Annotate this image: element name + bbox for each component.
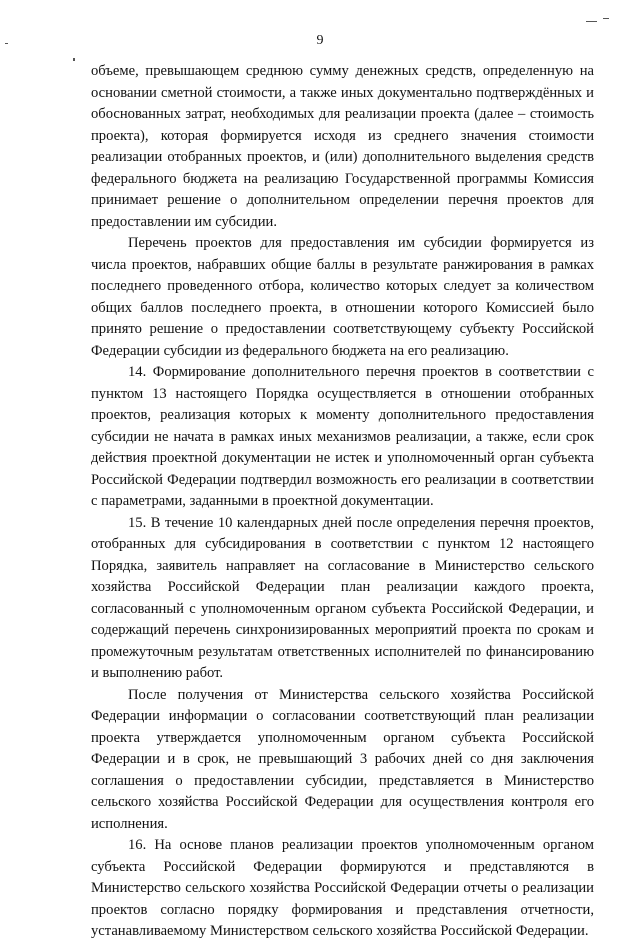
scan-mark-top-right-2 (603, 18, 609, 19)
page-number: 9 (316, 33, 324, 48)
document-body (91, 61, 594, 943)
paragraph-continuation: объеме, превышающем среднюю сумму денежных средств, определенную на основании сметной стоимости, а также иных документально подтверждённых и обоснованных затрат, необходимых для реализации проекта (далее – стоимость проекта), которая формируется исходя из среднего значения стоимости реализации отобранных проектов, и (или) дополнительного выделения средств федерального бюджета на реализацию Государственной программы Комиссия принимает решение о дополнительном определении перечня проектов для предоставлении им субсидии. (91, 63, 594, 230)
scan-mark-left (73, 58, 75, 61)
paragraph-clause-16: 16. На основе планов реализации проектов уполномоченным органом субъекта Российской Федерации формируются и представляются в Министерство сельского хозяйства Российской Федерации отчеты о реализации проектов согласно порядку формирования и представления отчетности, устанавливаемому Министерством сельского хозяйства Российской Федерации. (91, 837, 594, 939)
paragraph-project-list: Перечень проектов для предоставления им субсидии формируется из числа проектов, набравших общие баллы в результате ранжирования в рамках последнего проведенного отбора, количество которых следует за количеством общих баллов последнего проекта, в отношении которого Комиссией было принято решение о предоставлении соответствующему субъекту Российской Федерации субсидии из федерального бюджета на его реализацию. (91, 235, 594, 359)
paragraph-after-approval: После получения от Министерства сельского хозяйства Российской Федерации информации о согласовании соответствующий план реализации проекта утверждается уполномоченным органом субъекта Российской Федерации и в срок, не превышающий 3 рабочих дней со дня заключения соглашения о предоставлении субсидии, представляется в Министерство сельского хозяйства Российской Федерации для осуществления контроля его исполнения. (91, 686, 594, 832)
scan-mark-top-right (586, 21, 597, 22)
paragraph-clause-15: 15. В течение 10 календарных дней после определения перечня проектов, отобранных для субсидирования в соответствии с пунктом 12 настоящего Порядка, заявитель направляет на согласование в Министерство сельского хозяйства Российской Федерации план реализации каждого проекта, согласованный с уполномоченным органом субъекта Российской Федерации, и содержащий перечень синхронизированных мероприятий проекта по срокам и промежуточным результатам ответственных исполнителей по финансированию и выполнению работ. (91, 514, 594, 681)
scan-mark-left-edge (5, 43, 8, 44)
paragraph-clause-14: 14. Формирование дополнительного перечня проектов в соответствии с пунктом 13 настоящего Порядка осуществляется в отношении отобранных проектов, реализация которых к моменту дополнительного предоставления субсидии не начата в рамках иных механизмов реализации, а также, если срок действия проектной документации не истек и уполномоченный орган субъекта Российской Федерации подтвердил возможность его реализации в соответствии с параметрами, заданными в проектной документации. (91, 364, 594, 509)
